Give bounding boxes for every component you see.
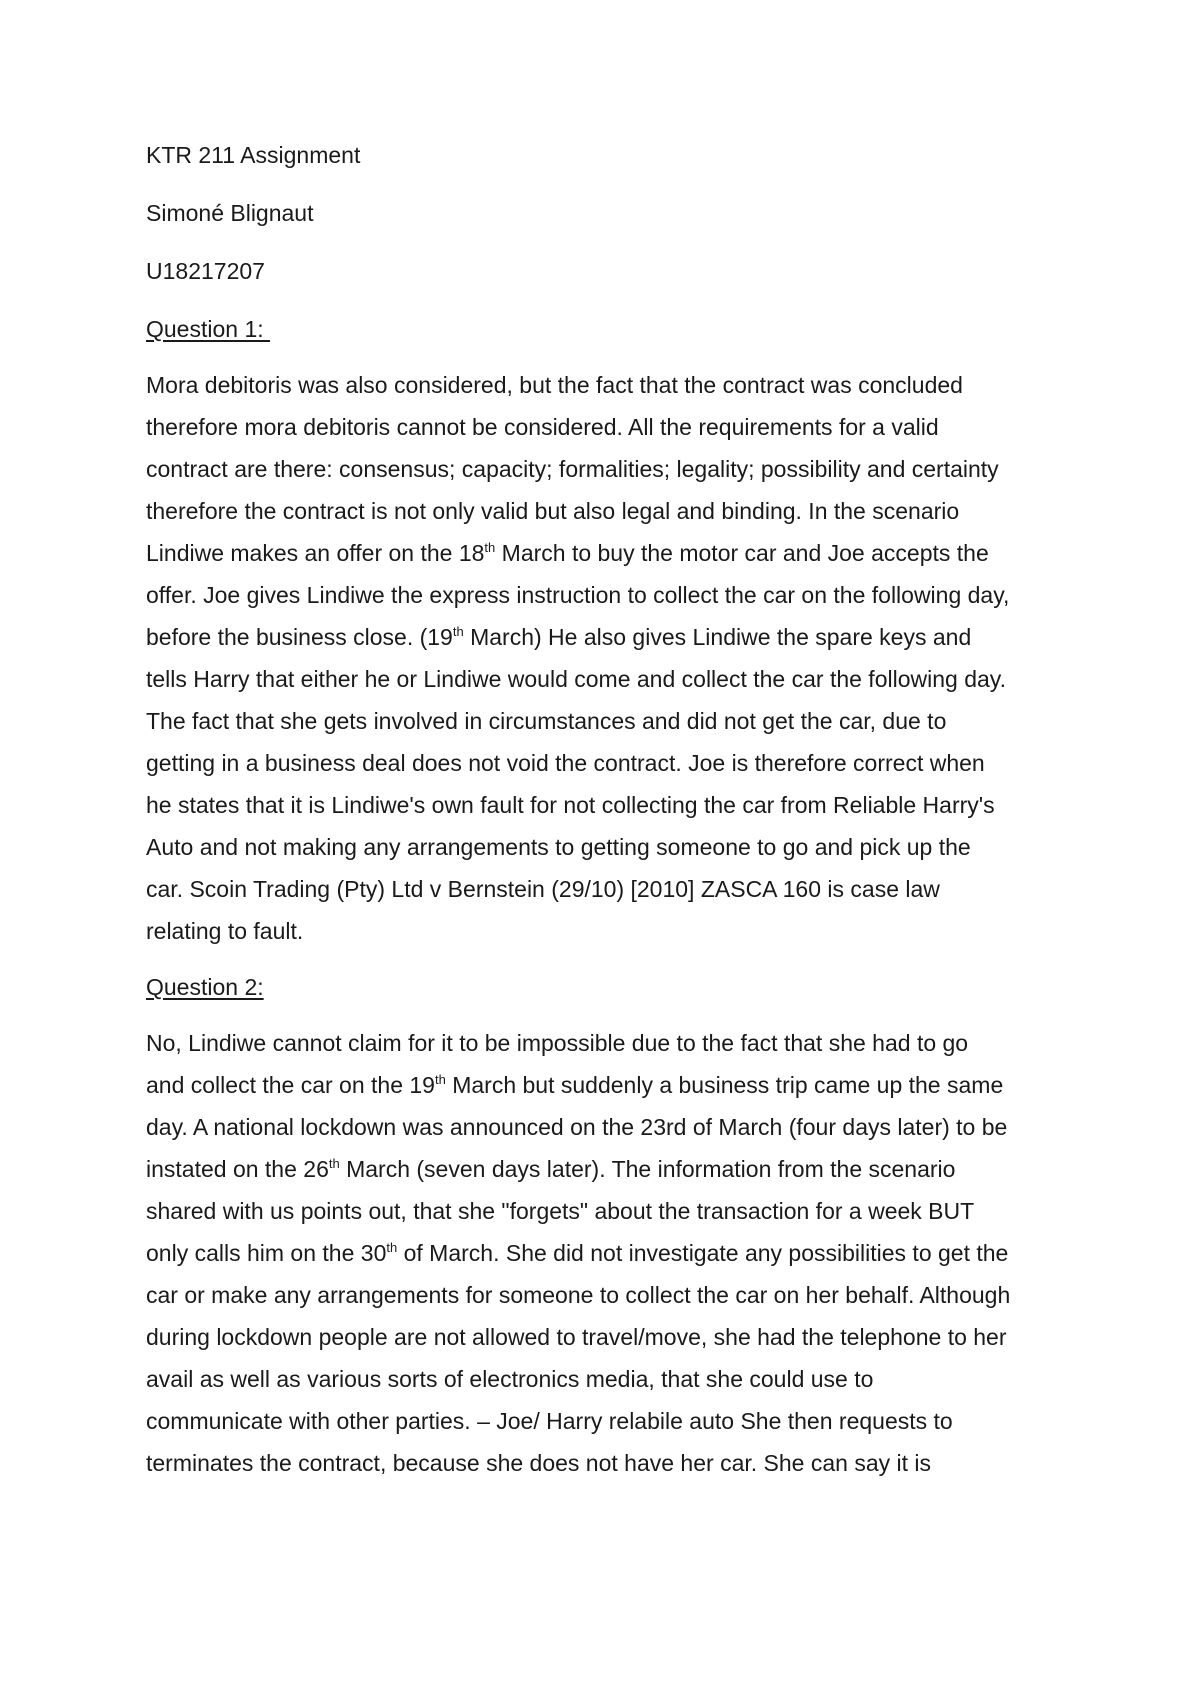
answer-line: relating to fault. xyxy=(146,918,304,944)
answer-line: contract are there: consensus; capacity; formalities; legality; possibility and certainty xyxy=(146,456,999,482)
document-page xyxy=(146,140,1066,1504)
author-name: Simoné Blignaut xyxy=(146,200,314,226)
answer-line: car. Scoin Trading (Pty) Ltd v Bernstein (29/10) [2010] ZASCA 160 is case law xyxy=(146,876,940,902)
document-title: KTR 211 Assignment xyxy=(146,142,361,168)
answer-line: No, Lindiwe cannot claim for it to be impossible due to the fact that she had to go xyxy=(146,1030,969,1056)
answer-line: therefore the contract is not only valid but also legal and binding. In the scenario xyxy=(146,498,960,524)
answer-line: avail as well as various sorts of electronics media, that she could use to xyxy=(146,1366,874,1392)
question-1-heading: Question 1: xyxy=(146,316,271,342)
answer-line: instated on the 26th March (seven days later). The information from the scenario xyxy=(146,1156,956,1182)
answer-line: day. A national lockdown was announced on the 23rd of March (four days later) to be xyxy=(146,1114,1008,1140)
answer-line: and collect the car on the 19th March but suddenly a business trip came up the same xyxy=(146,1072,1004,1098)
answer-line: The fact that she gets involved in circumstances and did not get the car, due to xyxy=(146,708,947,734)
ordinal-suffix: th xyxy=(386,1240,398,1255)
answer-line: tells Harry that either he or Lindiwe would come and collect the car the following day. xyxy=(146,666,1006,692)
question-2-heading: Question 2: xyxy=(146,974,264,1000)
answer-line: communicate with other parties. – Joe/ Harry relabile auto She then requests to xyxy=(146,1408,953,1434)
answer-line: terminates the contract, because she does not have her car. She can say it is xyxy=(146,1450,931,1476)
answer-line: getting in a business deal does not void the contract. Joe is therefore correct when xyxy=(146,750,985,776)
answer-line: during lockdown people are not allowed to travel/move, she had the telephone to her xyxy=(146,1324,1007,1350)
answer-line: Lindiwe makes an offer on the 18th March to buy the motor car and Joe accepts the xyxy=(146,540,989,566)
answer-line: car or make any arrangements for someone to collect the car on her behalf. Although xyxy=(146,1282,1011,1308)
answer-line: he states that it is Lindiwe's own fault for not collecting the car from Reliable Harry's xyxy=(146,792,995,818)
ordinal-suffix: th xyxy=(452,624,464,639)
ordinal-suffix: th xyxy=(484,540,496,555)
answer-line: Mora debitoris was also considered, but the fact that the contract was concluded xyxy=(146,372,963,398)
answer-line: offer. Joe gives Lindiwe the express instruction to collect the car on the following day, xyxy=(146,582,1010,608)
question-1-answer xyxy=(146,364,1066,952)
ordinal-suffix: th xyxy=(434,1072,446,1087)
ordinal-suffix: th xyxy=(328,1156,340,1171)
question-2-answer xyxy=(146,1022,1066,1484)
answer-line: before the business close. (19th March) He also gives Lindiwe the spare keys and xyxy=(146,624,972,650)
answer-line: only calls him on the 30th of March. She did not investigate any possibilities to get the xyxy=(146,1240,1009,1266)
answer-line: therefore mora debitoris cannot be considered. All the requirements for a valid xyxy=(146,414,939,440)
answer-line: shared with us points out, that she "forgets" about the transaction for a week BUT xyxy=(146,1198,975,1224)
student-number: U18217207 xyxy=(146,258,265,284)
answer-line: Auto and not making any arrangements to getting someone to go and pick up the xyxy=(146,834,971,860)
